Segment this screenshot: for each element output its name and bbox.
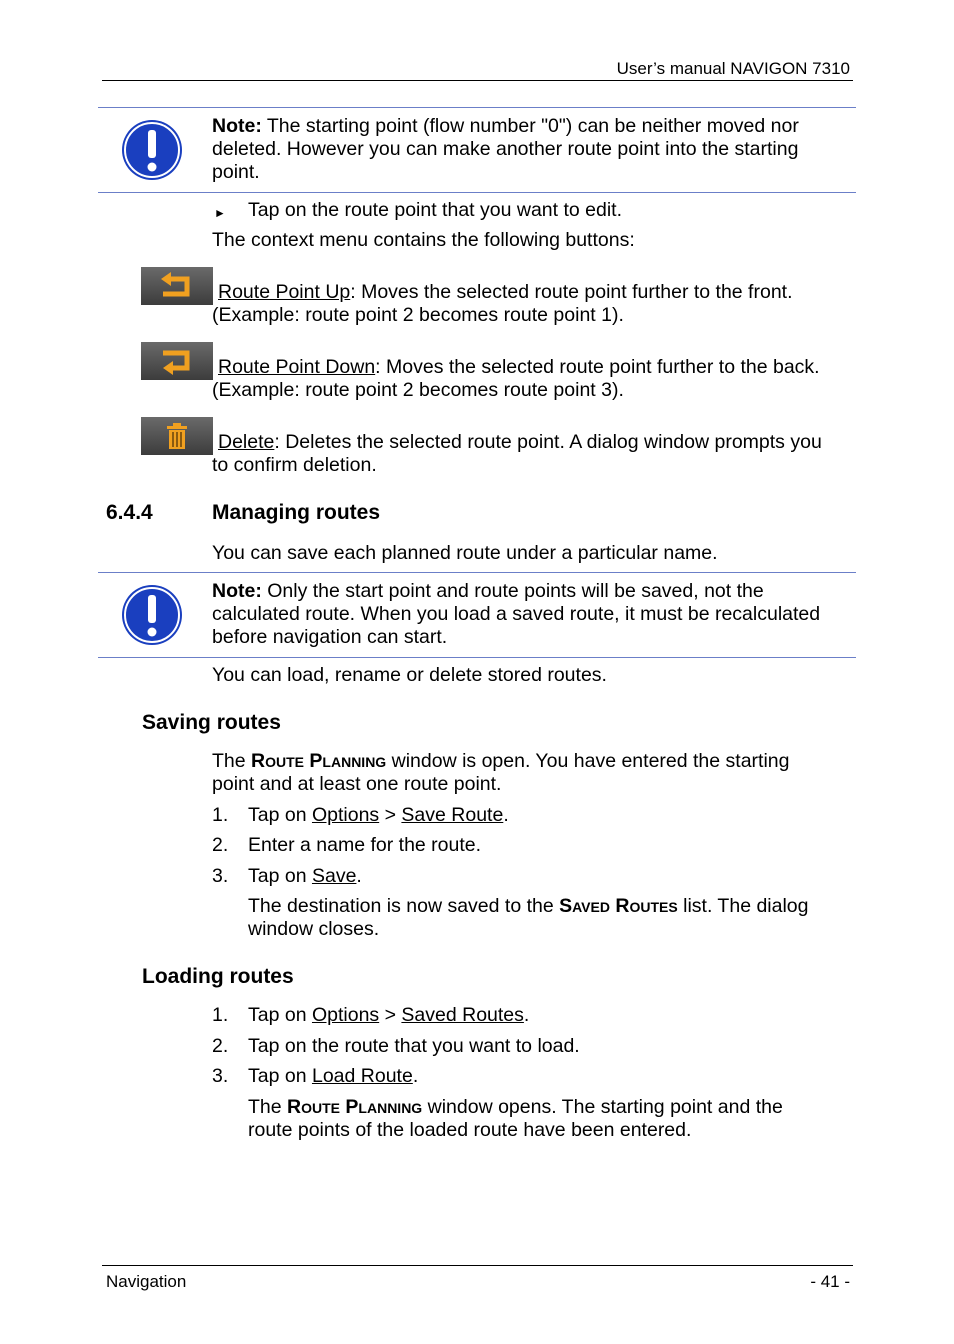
loading-step-1-num: 1. bbox=[212, 1004, 229, 1026]
loading-heading: Loading routes bbox=[142, 965, 294, 988]
load-route-link[interactable]: Load Route bbox=[311, 1065, 413, 1087]
route-planning-window-name: Route Planning bbox=[287, 1096, 423, 1118]
note2-line1: Only the start point and route points will be saved, not the bbox=[261, 580, 764, 602]
note1-bottom-rule bbox=[98, 192, 856, 193]
arrow-down-return-icon bbox=[141, 342, 213, 380]
saving-step-1: Tap on Options > Save Route. bbox=[248, 804, 509, 826]
saving-step-3-num: 3. bbox=[212, 865, 229, 887]
saving-result-line2: window closes. bbox=[248, 918, 380, 940]
note1-line1: The starting point (flow number "0") can be neither moved nor bbox=[261, 115, 799, 137]
footer-left: Navigation bbox=[106, 1272, 187, 1291]
delete-desc: Delete: Deletes the selected route point. A dialog window prompts you bbox=[218, 431, 822, 453]
context-intro: The context menu contains the following buttons: bbox=[212, 229, 635, 251]
header-rule bbox=[102, 80, 853, 81]
saving-step-1-num: 1. bbox=[212, 804, 229, 826]
section-intro: You can save each planned route under a particular name. bbox=[212, 542, 718, 564]
loading-step-1: Tap on Options > Saved Routes. bbox=[248, 1004, 530, 1026]
options-link[interactable]: Options bbox=[311, 1004, 380, 1026]
save-route-link[interactable]: Save Route bbox=[401, 804, 504, 826]
route-point-down-link[interactable]: Route Point Down bbox=[218, 356, 376, 378]
route-point-up-desc: Route Point Up: Moves the selected route point further to the front. bbox=[218, 281, 793, 303]
route-point-up-link[interactable]: Route Point Up bbox=[218, 281, 351, 303]
footer-rule bbox=[102, 1265, 853, 1266]
loading-result-line2: route points of the loaded route have been entered. bbox=[248, 1119, 692, 1141]
loading-step-3-num: 3. bbox=[212, 1065, 229, 1087]
save-link[interactable]: Save bbox=[311, 865, 357, 887]
delete-link[interactable]: Delete bbox=[218, 431, 275, 453]
section-number: 6.4.4 bbox=[106, 501, 153, 524]
note2-line3: before navigation can start. bbox=[212, 626, 448, 648]
saving-precondition-line2: point and at least one route point. bbox=[212, 773, 502, 795]
saved-routes-list-name: Saved Routes bbox=[559, 895, 678, 917]
route-planning-window-name: Route Planning bbox=[251, 750, 387, 772]
loading-step-3: Tap on Load Route. bbox=[248, 1065, 419, 1087]
page-number: - 41 - bbox=[810, 1272, 850, 1291]
trash-icon bbox=[141, 417, 213, 455]
loading-result: The Route Planning window opens. The starting point and the bbox=[248, 1096, 783, 1118]
note2-label: Note: bbox=[212, 580, 262, 602]
saving-heading: Saving routes bbox=[142, 711, 281, 734]
note1-text bbox=[212, 115, 799, 184]
route-point-up-example: (Example: route point 2 becomes route point 1). bbox=[212, 304, 624, 326]
note1-line3: point. bbox=[212, 161, 260, 183]
header-title: User’s manual NAVIGON 7310 bbox=[616, 59, 850, 78]
note1-top-rule bbox=[98, 107, 856, 108]
note2-bottom-rule bbox=[98, 657, 856, 658]
delete-confirm: to confirm deletion. bbox=[212, 454, 377, 476]
saving-step-2-num: 2. bbox=[212, 834, 229, 856]
loading-step-2: Tap on the route that you want to load. bbox=[248, 1035, 580, 1057]
loading-step-2-num: 2. bbox=[212, 1035, 229, 1057]
exclamation-note-icon bbox=[121, 584, 183, 646]
saving-step-3: Tap on Save. bbox=[248, 865, 362, 887]
saved-routes-link[interactable]: Saved Routes bbox=[401, 1004, 524, 1026]
arrow-up-return-icon bbox=[141, 267, 213, 305]
saving-result: The destination is now saved to the Saved Routes list. The dialog bbox=[248, 895, 809, 917]
note2-top-rule bbox=[98, 572, 856, 573]
bullet-arrow-icon: ► bbox=[214, 206, 226, 220]
step-tap-text: Tap on the route point that you want to edit. bbox=[248, 199, 623, 221]
section-title: Managing routes bbox=[212, 501, 381, 524]
saving-step-2: Enter a name for the route. bbox=[248, 834, 482, 856]
note2-line2: calculated route. When you load a saved route, it must be recalculated bbox=[212, 603, 821, 625]
note2-text bbox=[212, 580, 820, 649]
route-point-down-desc: Route Point Down: Moves the selected route point further to the back. bbox=[218, 356, 820, 378]
note1-label: Note: bbox=[212, 115, 262, 137]
options-link[interactable]: Options bbox=[311, 804, 380, 826]
exclamation-note-icon bbox=[121, 119, 183, 181]
load-rename-text: You can load, rename or delete stored routes. bbox=[212, 664, 607, 686]
note1-line2: deleted. However you can make another route point into the starting bbox=[212, 138, 799, 160]
route-point-down-example: (Example: route point 2 becomes route point 3). bbox=[212, 379, 624, 401]
saving-precondition: The Route Planning window is open. You have entered the starting bbox=[212, 750, 790, 772]
